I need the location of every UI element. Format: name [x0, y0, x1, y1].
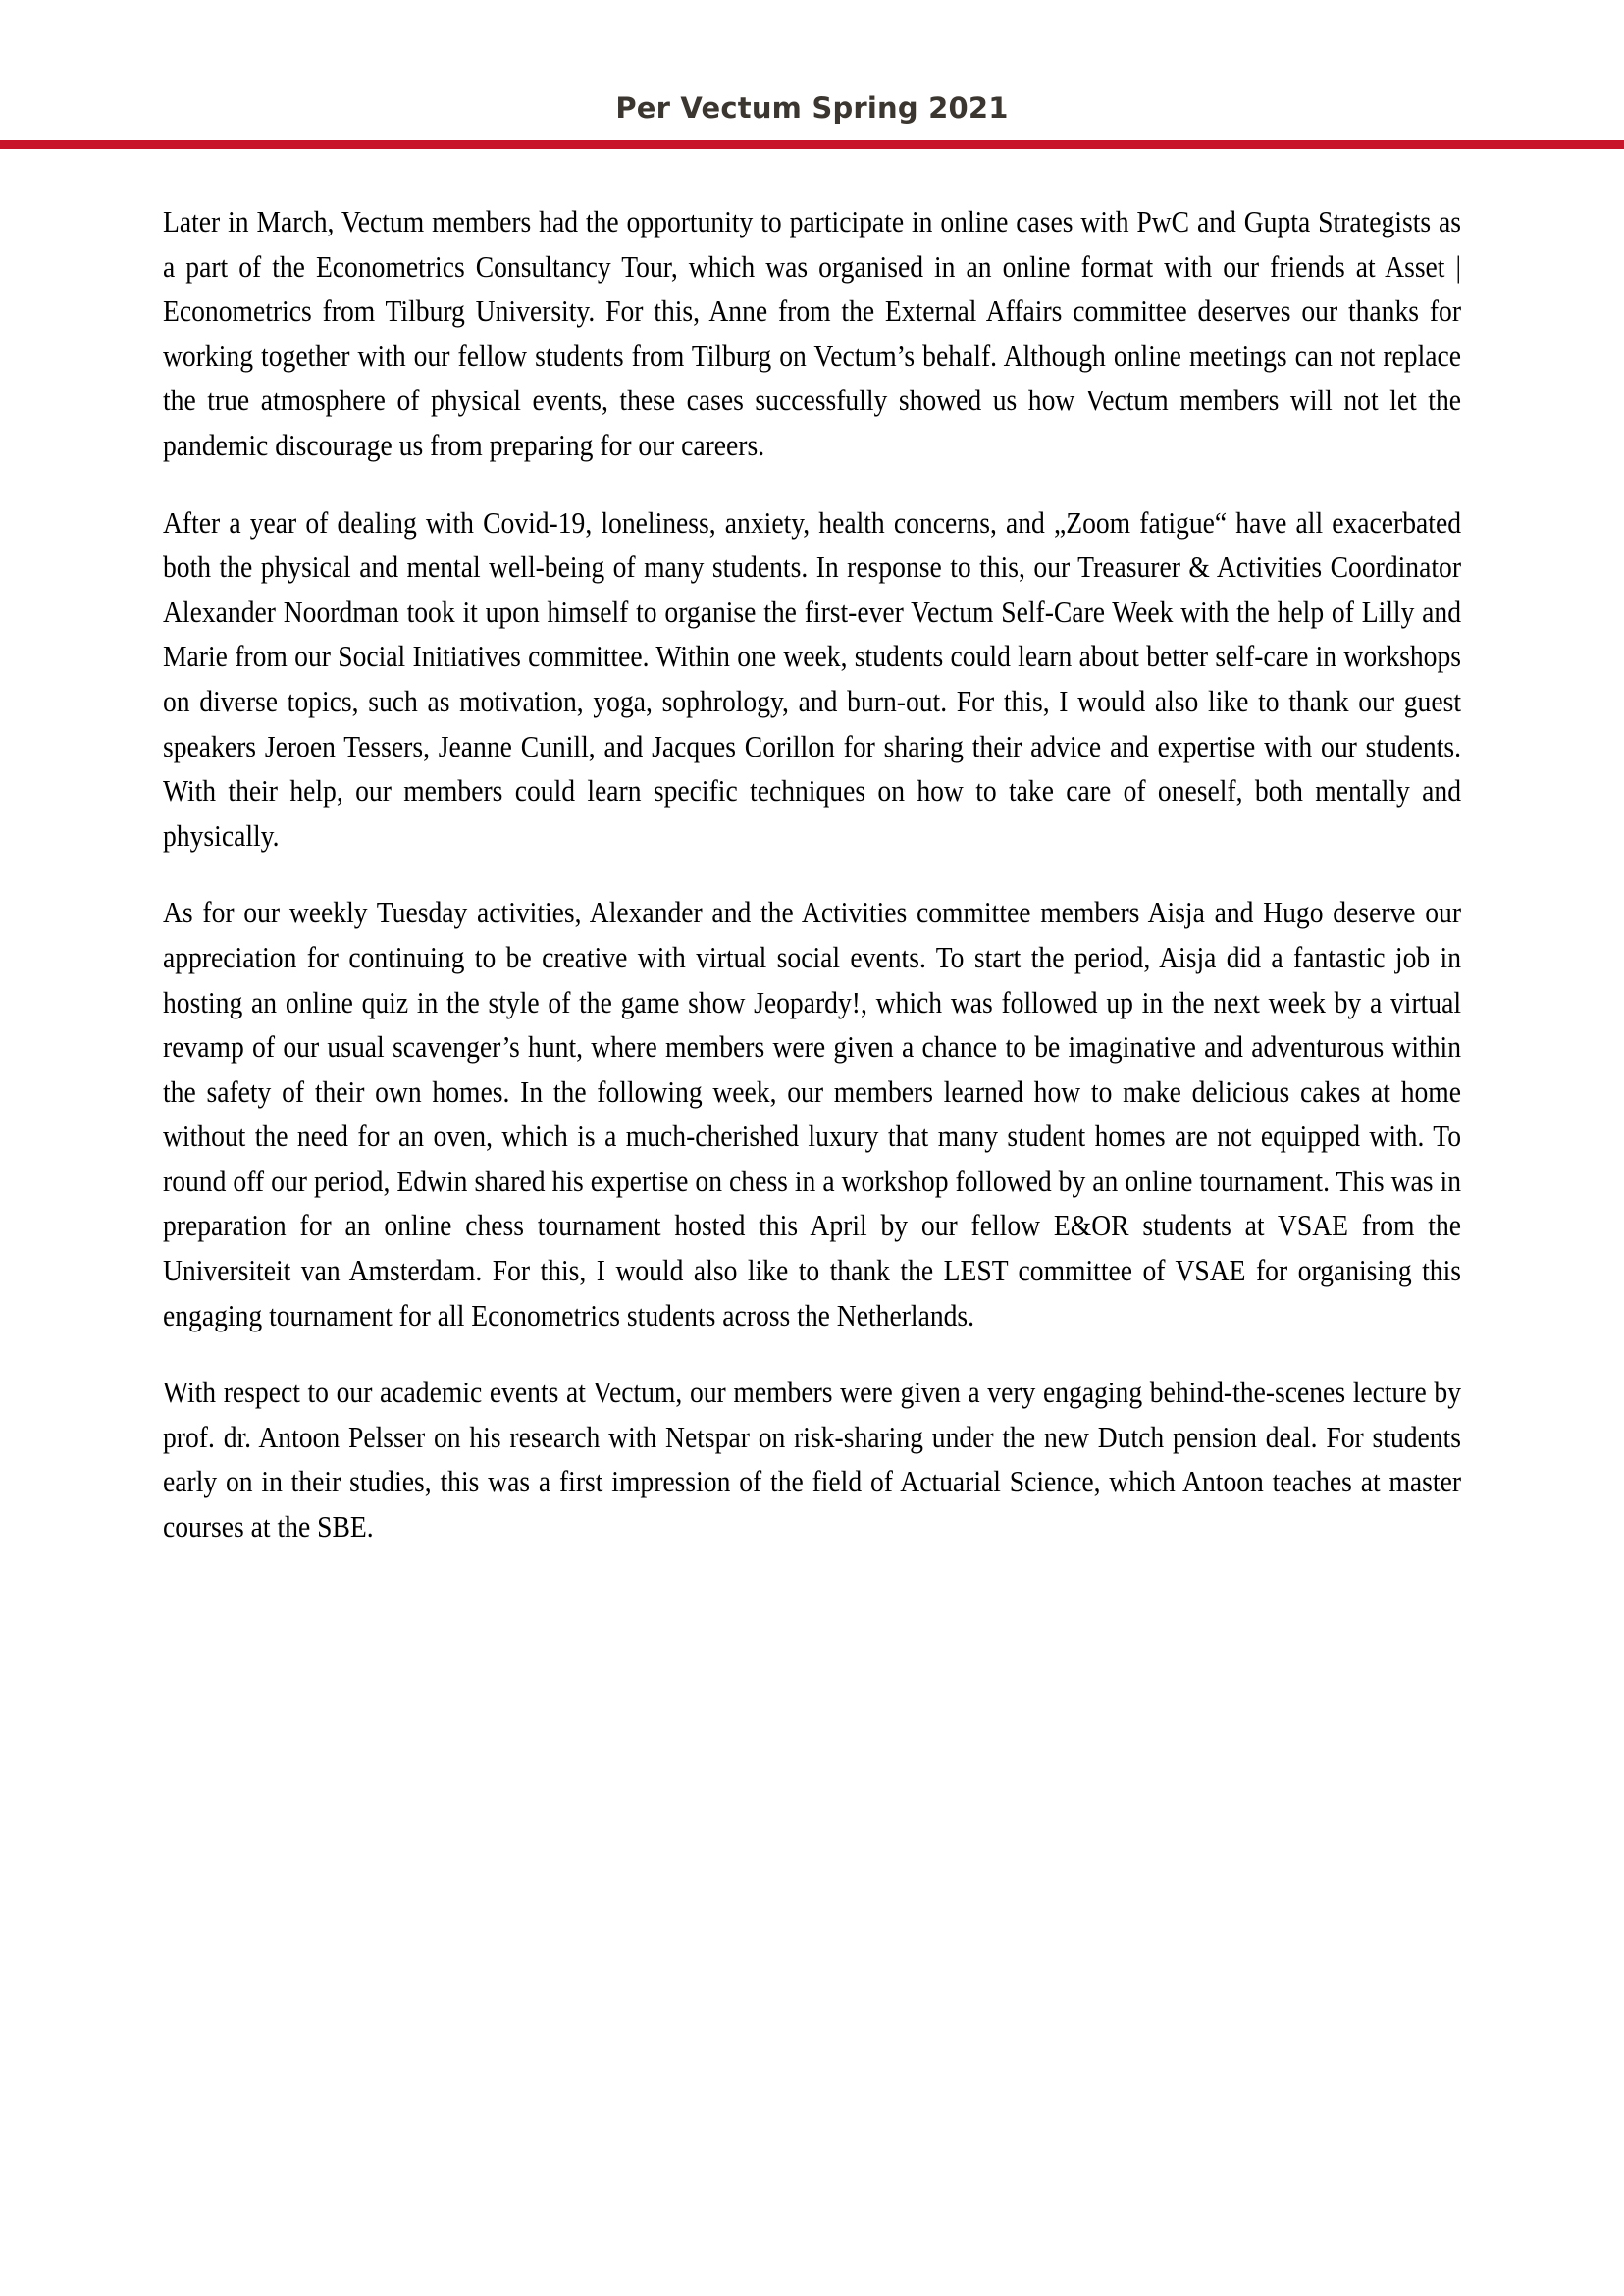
header-divider-rule: [0, 140, 1624, 149]
page-header: [0, 0, 1624, 149]
paragraph-academic-events: With respect to our academic events at Vectum, our members were given a very engaging behind-the-scenes lecture by prof. dr. Antoon Pelsser on his research with Netspar on risk-sharing under the new Dutch pension deal. For students early on in their studies, this was a first impression of the field of Actuarial Science, which Antoon teaches at master courses at the SBE.: [163, 1376, 1462, 1544]
article-body: [163, 149, 1461, 1550]
paragraph-econometrics-consultancy-tour: Later in March, Vectum members had the opportunity to participate in online cases with PwC and Gupta Strategists as a part of the Econometrics Consultancy Tour, which was organised in an online format with our friends at Asset | Econometrics from Tilburg University. For this, Anne from the External Affairs committee deserves our thanks for working together with our fellow students from Tilburg on Vectum’s behalf. Although online meetings can not replace the true atmosphere of physical events, these cases successfully showed us how Vectum members will not let the pandemic discourage us from preparing for our careers.: [163, 205, 1462, 462]
page-title: Per Vectum Spring 2021: [615, 91, 1009, 125]
paragraph-tuesday-activities: As for our weekly Tuesday activities, Alexander and the Activities committee members Aisja and Hugo deserve our appreciation for continuing to be creative with virtual social events. To start the period, Aisja did a fantastic job in hosting an online quiz in the style of the game show Jeopardy!, which was followed up in the next week by a virtual revamp of our usual scavenger’s hunt, where members were given a chance to be imaginative and adventurous within the safety of their own homes. In the following week, our members learned how to make delicious cakes at home without the need for an oven, which is a much-cherished luxury that many student homes are not equipped with. To round off our period, Edwin shared his expertise on chess in a workshop followed by an online tournament. This was in preparation for an online chess tournament hosted this April by our fellow E&OR students at VSAE from the Universiteit van Amsterdam. For this, I would also like to thank the LEST committee of VSAE for organising this engaging tournament for all Econometrics students across the Netherlands.: [163, 896, 1462, 1332]
paragraph-self-care-week: After a year of dealing with Covid-19, loneliness, anxiety, health concerns, and „Zoom fatigue“ have all exacerbated both the physical and mental well-being of many students. In response to this, our Treasurer & Activities Coordinator Alexander Noordman took it upon himself to organise the first-ever Vectum Self-Care Week with the help of Lilly and Marie from our Social Initiatives committee. Within one week, students could learn about better self-care in workshops on diverse topics, such as motivation, yoga, sophrology, and burn-out. For this, I would also like to thank our guest speakers Jeroen Tessers, Jeanne Cunill, and Jacques Corillon for sharing their advice and expertise with our students. With their help, our members could learn specific techniques on how to take care of oneself, both mentally and physically.: [163, 505, 1462, 853]
